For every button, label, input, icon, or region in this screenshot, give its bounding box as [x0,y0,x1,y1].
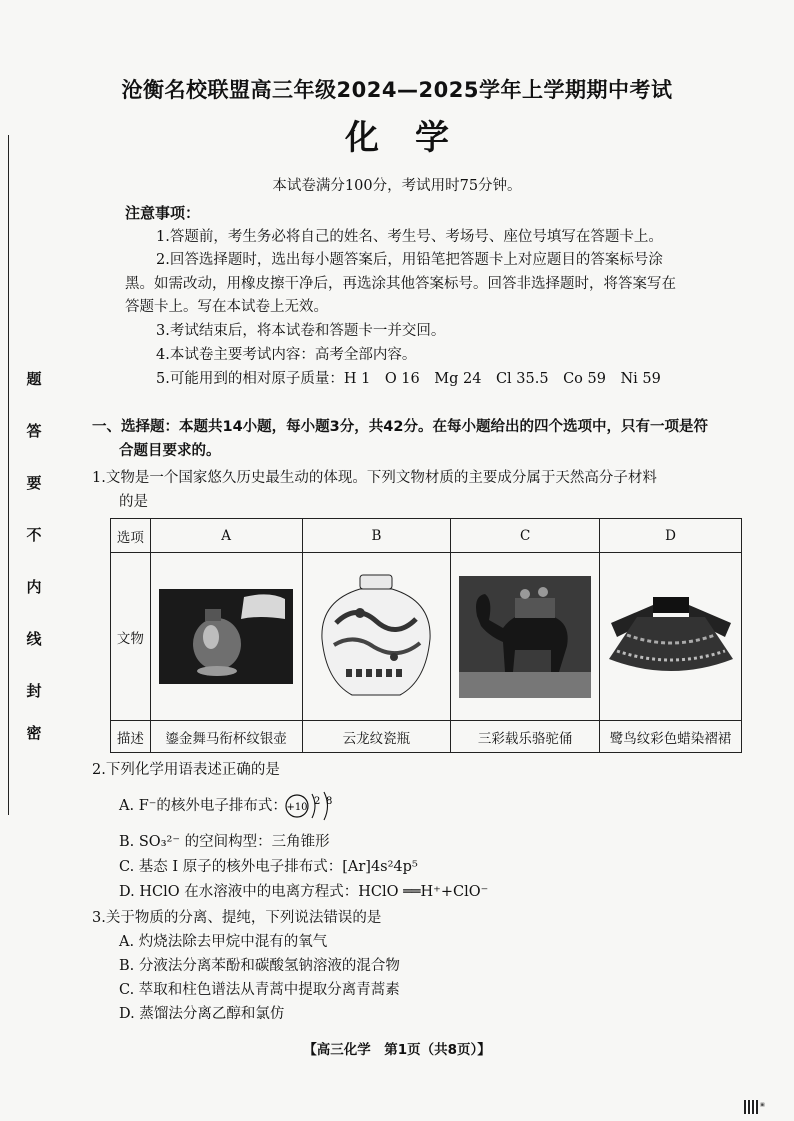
q2-option-d: D. HClO 在水溶液中的电离方程式：HClO ══H⁺+ClO⁻ [119,884,489,900]
shell-electrons: 8 [326,796,333,807]
relic-image-b [302,553,451,721]
qr-code-icon [744,1100,758,1114]
subject-title: 化学 [345,118,485,158]
note-line: 答题卡上。写在本试卷上无效。 [125,299,328,315]
note-line: 黑。如需改动，用橡皮擦干净后，再选涂其他答案标号。回答非选择题时，将答案写在 [125,276,676,292]
seal-char: 题 [26,370,42,388]
q2-stem: 2.下列化学用语表述正确的是 [92,762,280,778]
q3-option: B. 分液法分离苯酚和碳酸氢钠溶液的混合物 [119,958,400,974]
silver-pot-image [159,589,293,684]
seal-char: 密 [26,724,42,742]
section-heading: 一、选择题：本题共14小题，每小题3分，共42分。在每小题给出的四个选项中，只有一项是符 [92,419,708,435]
note-line: 1.答题前，考生务必将自己的姓名、考生号、考场号、座位号填写在答题卡上。 [156,229,663,245]
nucleus-charge: +10 [286,802,308,813]
note-line: 2.回答选择题时，选出每小题答案后，用铅笔把答题卡上对应题目的答案标号涂 [156,252,663,268]
relic-table [110,518,742,753]
porcelain-vase-image [316,573,436,701]
camel-figurine-image [459,576,591,698]
relic-image-d [600,553,742,721]
seal-char: 答 [26,422,42,440]
option-header: D [600,519,742,553]
seal-char: 线 [26,630,42,648]
image-row-label: 文物 [111,553,151,721]
q3-option: A. 灼烧法除去甲烷中混有的氧气 [119,934,328,950]
note-line: 5.可能用到的相对原子质量：H 1 O 16 Mg 24 Cl 35.5 Co 59 Ni 59 [156,371,661,387]
q3-option: C. 萃取和柱色谱法从青蒿中提取分离青蒿素 [119,982,400,998]
seal-char: 封 [26,682,42,700]
seal-char: 内 [26,578,42,596]
atom-structure-diagram [284,788,340,824]
relic-description: 三彩载乐骆驼俑 [451,721,600,753]
q3-option: D. 蒸馏法分离乙醇和氯仿 [119,1006,285,1022]
q2-option-a: A. F⁻的核外电子排布式： [119,798,287,814]
batik-skirt-image [607,597,735,677]
exam-title: 沧衡名校联盟高三年级2024—2025学年上学期期中考试 [121,78,673,102]
q1-stem: 1.文物是一个国家悠久历史最生动的体现。下列文物材质的主要成分属于天然高分子材料 [92,470,657,486]
desc-row-label: 描述 [111,721,151,753]
note-line: 4.本试卷主要考试内容：高考全部内容。 [156,347,417,363]
option-header: A [150,519,302,553]
note-line: 3.考试结束后，将本试卷和答题卡一并交回。 [156,323,446,339]
q1-stem-cont: 的是 [119,494,148,510]
notes-heading: 注意事项： [125,204,201,222]
watermark-logo: ▣ [760,1102,765,1108]
binding-line [8,135,9,815]
relic-image-c [451,553,600,721]
seal-char: 不 [26,526,42,544]
shell-electrons: 2 [314,796,321,807]
exam-info: 本试卷满分100分，考试用时75分钟。 [272,178,522,194]
table-header-label: 选项 [111,519,151,553]
relic-image-a [150,553,302,721]
q3-stem: 3.关于物质的分离、提纯，下列说法错误的是 [92,910,382,926]
section-heading-cont: 合题目要求的。 [119,443,221,459]
relic-description: 云龙纹瓷瓶 [302,721,451,753]
q2-option-b: B. SO₃²⁻ 的空间构型：三角锥形 [119,834,330,850]
q2-option-c: C. 基态 I 原子的核外电子排布式：[Ar]4s²4p⁵ [119,859,418,875]
page-footer: 【高三化学 第1页（共8页）】 [303,1042,491,1058]
seal-char: 要 [26,474,42,492]
option-header: B [302,519,451,553]
relic-description: 鎏金舞马衔杯纹银壶 [150,721,302,753]
option-header: C [451,519,600,553]
relic-description: 鹭鸟纹彩色蜡染褶裙 [600,721,742,753]
